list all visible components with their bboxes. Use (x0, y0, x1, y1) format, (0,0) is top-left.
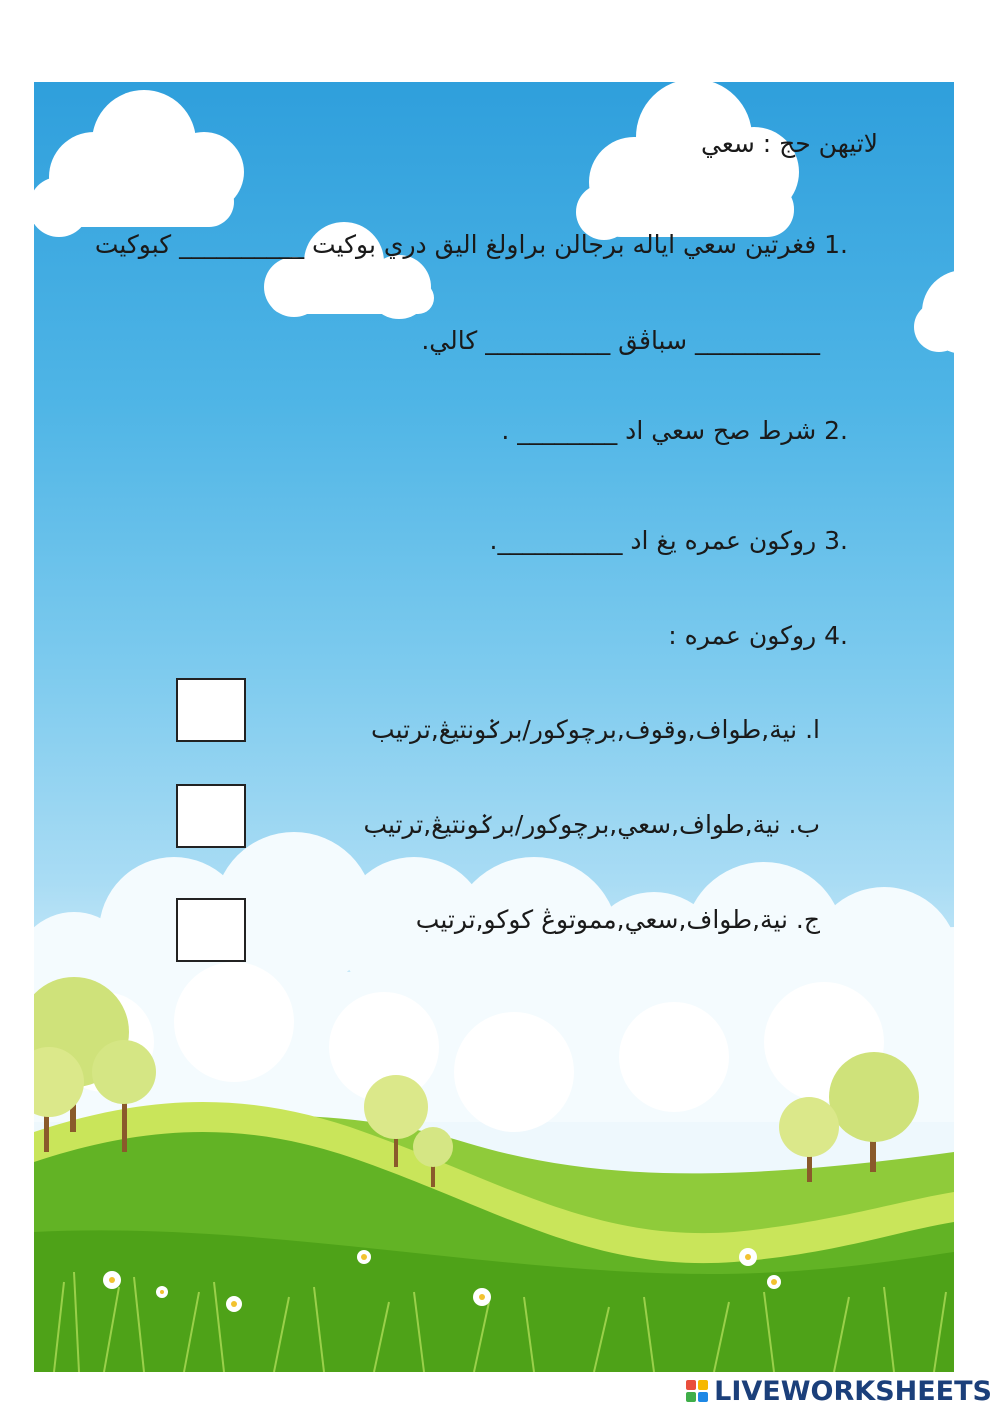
question-2-number: 2. (824, 416, 848, 445)
question-4-text: روكون عمره : (668, 621, 817, 650)
question-3-text: روكون عمره يغ اد __________. (489, 526, 817, 555)
option-b-text: نية,طواف,سعي,برچوكور/برݢونتيڠ,ترتيب (363, 810, 781, 839)
option-b-label: ب. (788, 810, 820, 839)
option-c-answer-box[interactable] (176, 898, 246, 962)
question-1-continued: __________ سباڤق __________ كالي. (421, 326, 820, 355)
option-c-label: ج. (795, 905, 820, 934)
question-1-number: 1. (824, 230, 848, 259)
option-b (363, 809, 820, 841)
brand-name: LIVEWORKSHEETS (714, 1375, 992, 1407)
option-c-text: نية,طواف,سعي,مموتوڠ كوكو,ترتيب (415, 905, 788, 934)
worksheet-page (34, 82, 954, 1372)
option-b-answer-box[interactable] (176, 784, 246, 848)
option-a-answer-box[interactable] (176, 678, 246, 742)
question-4-number: 4. (824, 621, 848, 650)
option-a (371, 714, 820, 746)
cloud-right-edge (914, 270, 954, 354)
option-a-text: نية,طواف,وقوف,برچوكور/برݢونتيڠ,ترتيب (371, 715, 798, 744)
question-3 (490, 525, 848, 557)
cloud-top-right (576, 82, 799, 240)
liveworksheets-logo-icon (686, 1380, 708, 1402)
question-2 (501, 415, 848, 447)
question-1 (95, 229, 848, 261)
worksheet-title: لاتيهن حج : سعي (700, 129, 878, 158)
question-3-number: 3. (824, 526, 848, 555)
question-4 (668, 620, 848, 652)
cloud-top-left (34, 90, 244, 237)
option-a-label: ا. (805, 715, 820, 744)
question-1-text: فغرتين سعي اياله برجالن براولغ اليق دري بوكيت __________ كبوكيت (94, 230, 817, 259)
question-2-text: شرط صح سعي اد ________ . (501, 416, 817, 445)
option-c (416, 904, 820, 936)
liveworksheets-brand[interactable] (686, 1375, 992, 1407)
